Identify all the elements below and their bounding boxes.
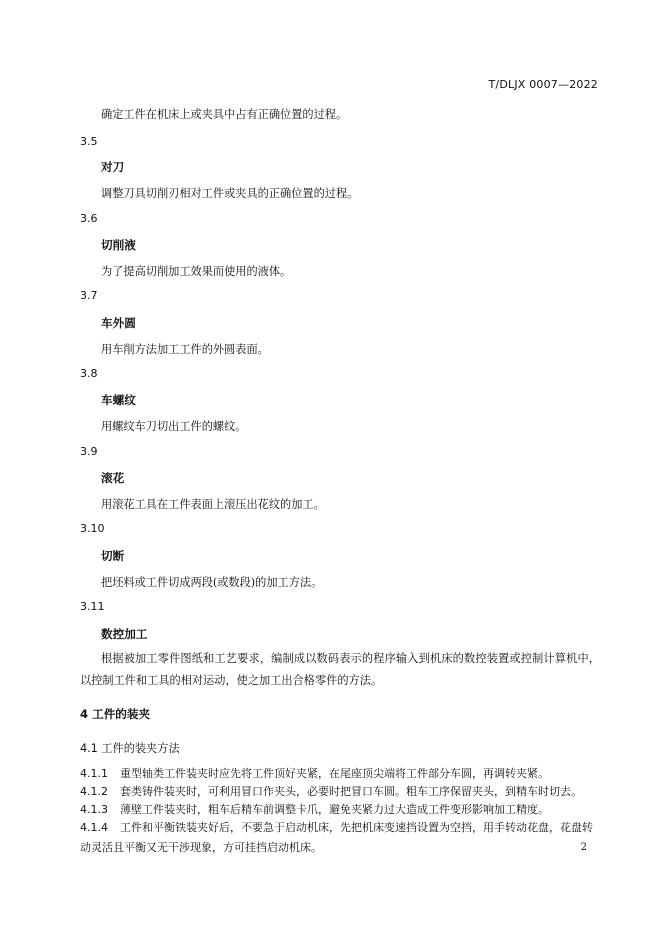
page-number: 2 — [580, 842, 587, 853]
item-number: 4.1.2 — [80, 785, 108, 798]
term-definition: 根据被加工零件图纸和工艺要求，编制成以数码表示的程序输入到机床的数控装置或控制计算机中，以控制工件和工具的相对运动，使之加工出合格零件的方法。 — [80, 652, 600, 687]
term-title: 车外圆 — [101, 316, 136, 330]
term-definition: 为了提高切削加工效果而使用的液体。 — [101, 265, 292, 278]
term-number: 3.10 — [80, 522, 105, 535]
term-title: 切削液 — [101, 238, 136, 252]
term-number: 3.7 — [80, 289, 98, 302]
list-item — [80, 800, 600, 820]
term-definition: 把坯料或工件切成两段(或数段)的加工方法。 — [101, 576, 323, 589]
term-title: 车螺纹 — [101, 393, 136, 407]
term-definition: 用滚花工具在工件表面上滚压出花纹的加工。 — [101, 498, 325, 511]
term-title: 切断 — [101, 549, 125, 563]
item-text: 薄壁工件装夹时，粗车后精车前调整卡爪，避免夹紧力过大造成工件变形影响加工精度。 — [120, 803, 549, 816]
term-definition: 用车削方法加工工件的外圆表面。 — [101, 343, 269, 356]
term-number: 3.8 — [80, 367, 98, 380]
item-text: 套类铸件装夹时，可利用冒口作夹头，必要时把冒口车圆。粗车工序保留夹头，到精车时切去。 — [120, 785, 582, 798]
subsection-heading: 4.1 工件的装夹方法 — [80, 742, 180, 755]
term-definition: 调整刀具切削刃相对工件或夹具的正确位置的过程。 — [101, 187, 359, 200]
item-number: 4.1.3 — [80, 803, 108, 816]
term-definition: 用螺纹车刀切出工件的螺纹。 — [101, 420, 247, 433]
term-number: 3.5 — [80, 135, 98, 148]
item-text: 重型轴类工件装夹时应先将工件顶好夹紧，在尾座顶尖端将工件部分车圆，再调转夹紧。 — [120, 767, 549, 780]
list-item — [80, 764, 600, 784]
term-title: 数控加工 — [101, 627, 148, 641]
item-text: 工件和平衡铁装夹好后，不要急于启动机床，先把机床变速挡设置为空挡，用手转动花盘，花盘转动灵活且平衡又无干涉现象，方可挂挡启动机床。 — [80, 821, 593, 854]
term-title: 滚花 — [101, 471, 125, 485]
term-number: 3.6 — [80, 212, 98, 225]
term-number: 3.11 — [80, 600, 105, 613]
intro-line: 确定工件在机床上或夹具中占有正确位置的过程。 — [101, 108, 348, 121]
item-number: 4.1.1 — [80, 767, 108, 780]
item-number: 4.1.4 — [80, 821, 108, 834]
term-number: 3.9 — [80, 445, 98, 458]
list-item — [80, 818, 600, 858]
list-item — [80, 782, 600, 802]
document-id: T/DLJX 0007—2022 — [488, 78, 598, 91]
section-heading: 4 工件的装夹 — [80, 707, 151, 721]
term-title: 对刀 — [101, 160, 125, 174]
